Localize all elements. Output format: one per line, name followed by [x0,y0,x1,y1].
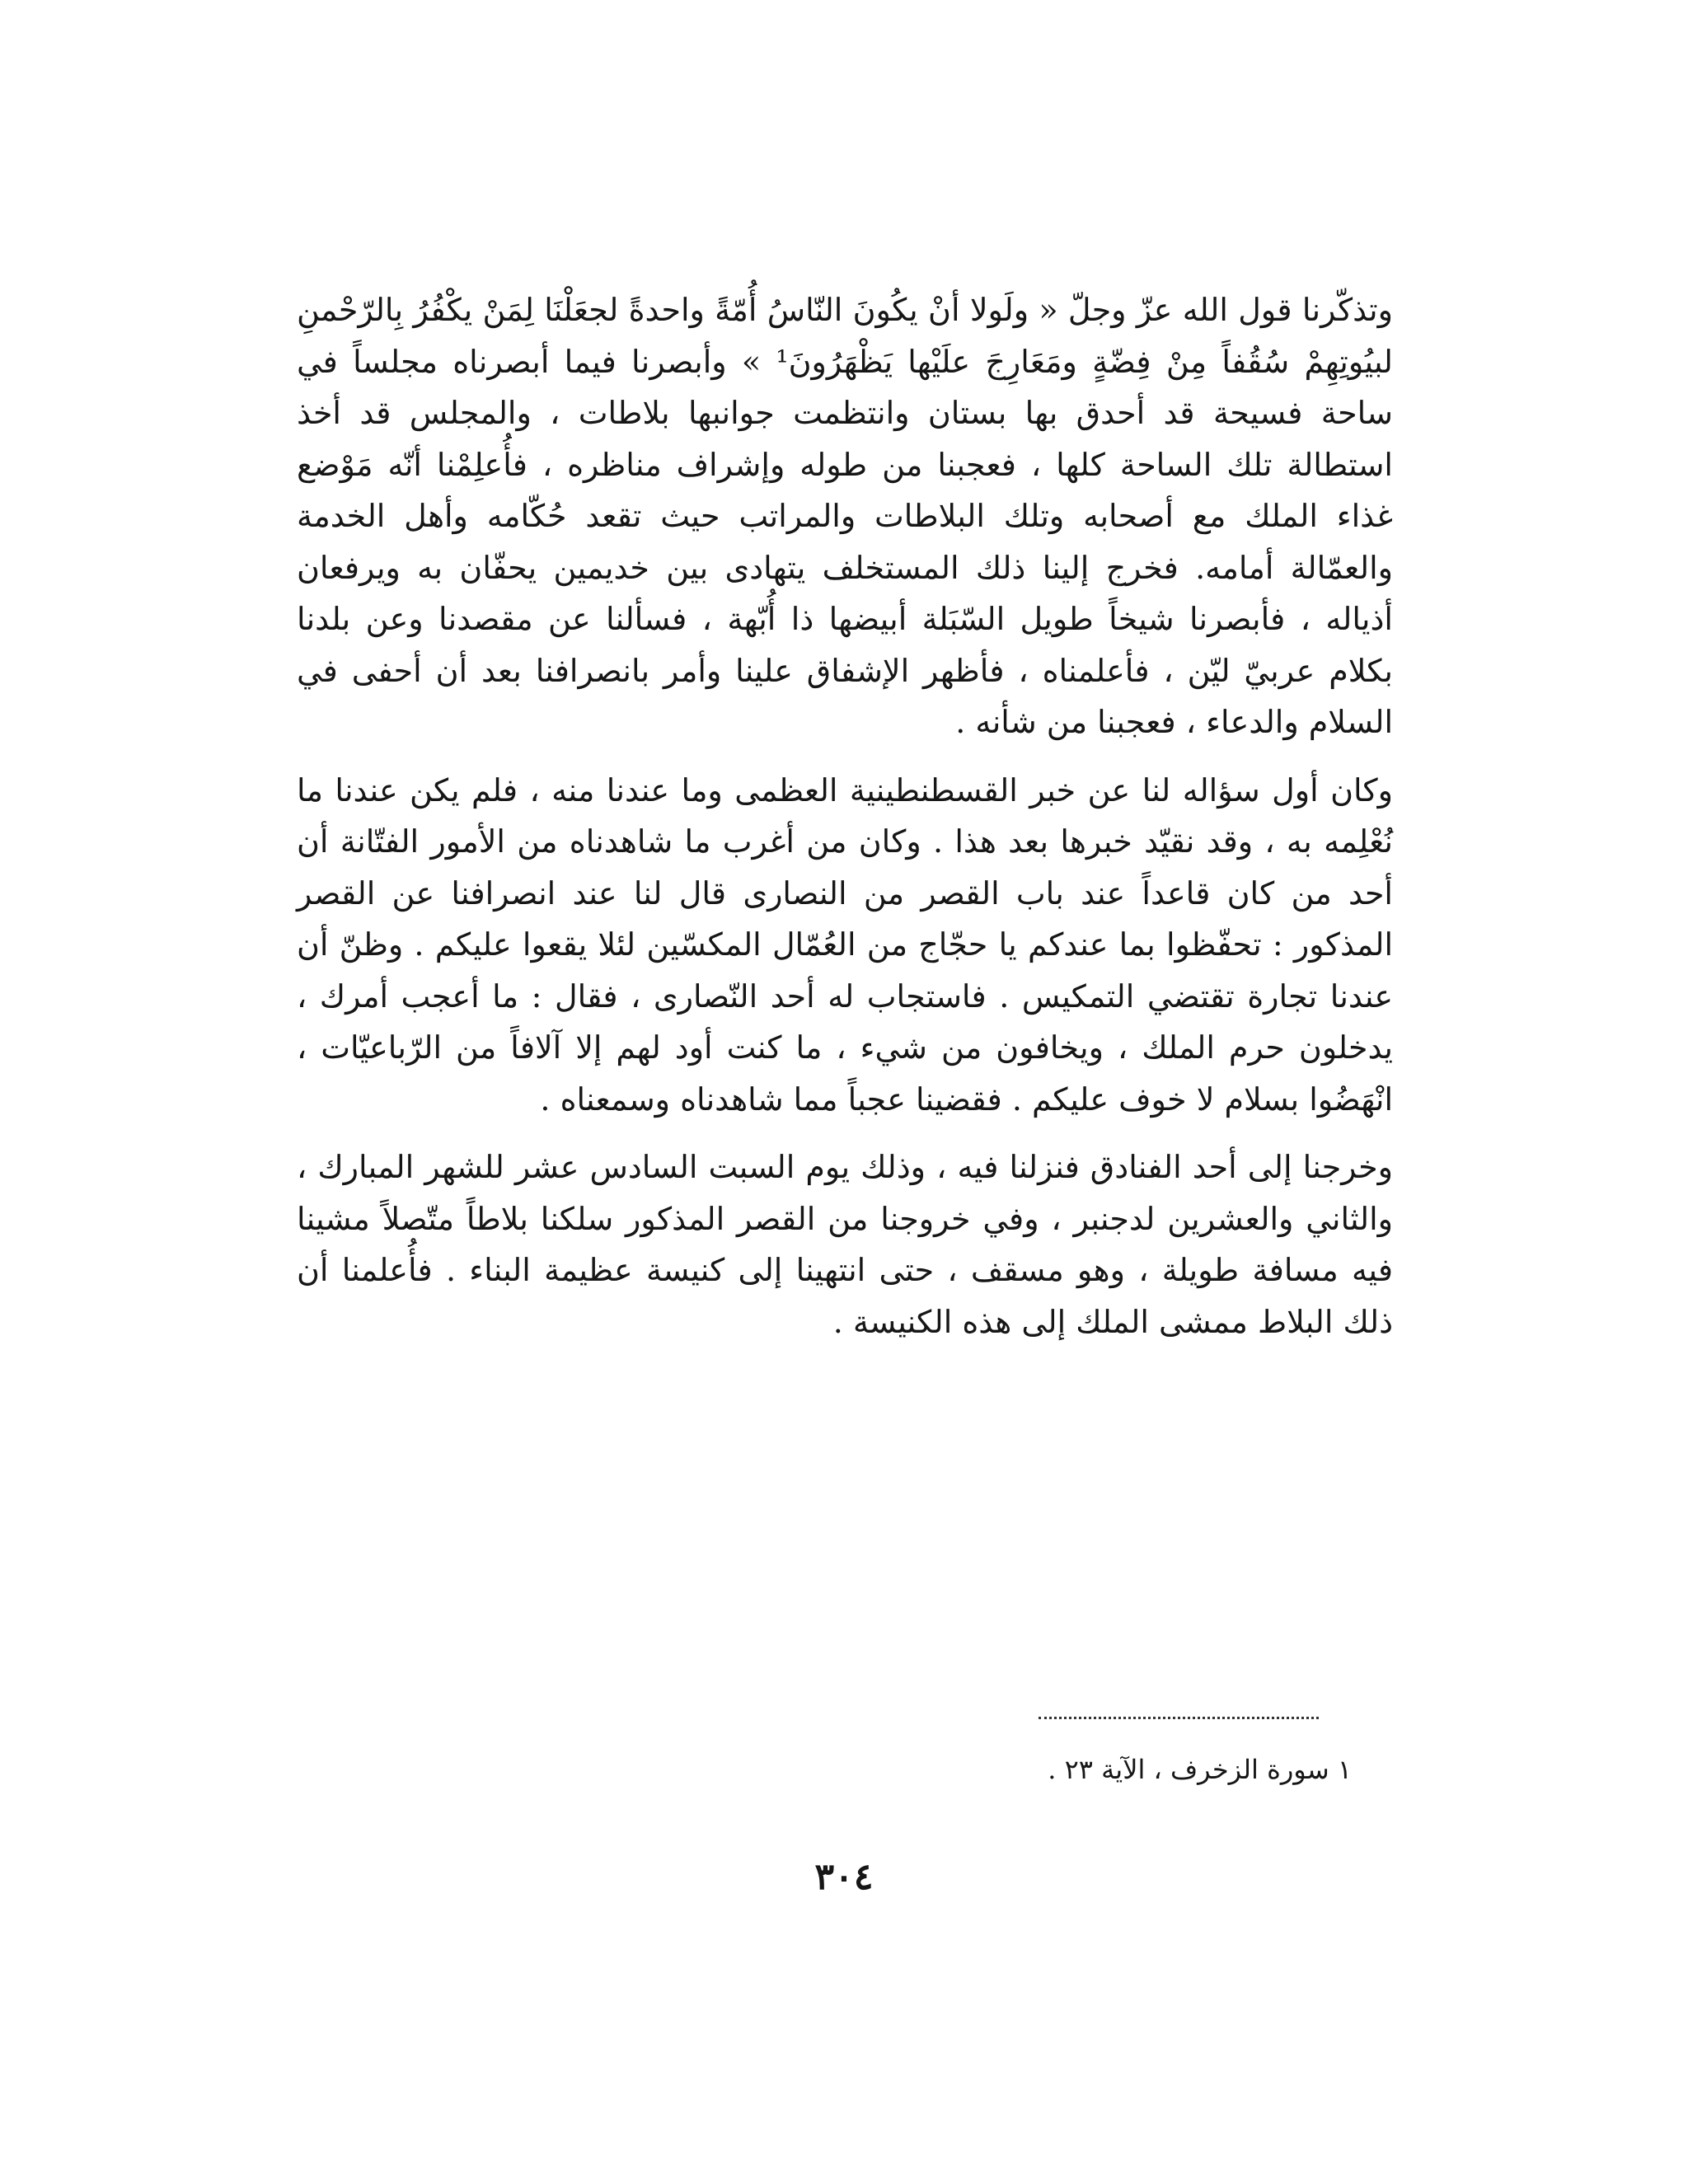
body-paragraph-1: وتذكّرنا قول الله عزّ وجلّ « ولَولا أنْ يكُونَ النّاسُ أُمّةً واحدةً لجعَلْنَا لِمَنْ يكْفُرُ بِالرّحْمنِ لبيُوتِهِمْ سُقُفاً مِنْ فِضّةٍ ومَعَارِجَ علَيْها يَظْهَرُونَ¹ » وأبصرنا فيما أبصرناه مجلساً في ساحة فسيحة قد أحدق بها بستان وانتظمت جوانبها بلاطات ، والمجلس قد أخذ استطالة تلك الساحة كلها ، فعجبنا من طوله وإشراف مناظره ، فأُعلِمْنا أنّه مَوْضع غذاء الملك مع أصحابه وتلك البلاطات والمراتب حيث تقعد حُكّامه وأهل الخدمة والعمّالة أمامه. فخرج إلينا ذلك المستخلف يتهادى بين خديمين يحفّان به ويرفعان أذياله ، فأبصرنا شيخاً طويل السّبَلة أبيضها ذا أُبّهة ، فسألنا عن مقصدنا وعن بلدنا بكلام عربيّ ليّن ، فأعلمناه ، فأظهر الإشفاق علينا وأمر بانصرافنا بعد أن أحفى في السلام والدعاء ، فعجبنا من شأنه . [297,292,1393,740]
body-paragraph-2: وكان أول سؤاله لنا عن خبر القسطنطينية العظمى وما عندنا منه ، فلم يكن عندنا ما نُعْلِمه به ، وقد نقيّد خبرها بعد هذا . وكان من أغرب ما شاهدناه من الأمور الفتّانة أن أحد من كان قاعداً عند باب القصر من النصارى قال لنا عند انصرافنا عن القصر المذكور : تحفّظوا بما عندكم يا حجّاج من العُمّال المكسّين لئلا يقعوا عليكم . وظنّ أن عندنا تجارة تقتضي التمكيس . فاستجاب له أحد النّصارى ، فقال : ما أعجب أمرك ، يدخلون حرم الملك ، ويخافون من شيء ، ما كنت أود لهم إلا آلافاً من الرّباعيّات ، انْهَضُوا بسلام لا خوف عليكم . فقضينا عجباً مما شاهدناه وسمعناه . [297,771,1393,1118]
footnote-separator [1039,1717,1319,1719]
footnote: ١ سورة الزخرف ، الآية ٢٣ . [1048,1754,1352,1785]
page-body [297,284,1393,1347]
body-paragraph-3: وخرجنا إلى أحد الفنادق فنزلنا فيه ، وذلك يوم السبت السادس عشر للشهر المبارك ، والثاني والعشرين لدجنبر ، وفي خروجنا من القصر المذكور سلكنا بلاطاً متّصلاً مشينا فيه مسافة طويلة ، وهو مسقف ، حتى انتهينا إلى كنيسة عظيمة البناء . فأُعلمنا أن ذلك البلاط ممشى الملك إلى هذه الكنيسة . [297,1149,1393,1340]
page-number: ٣٠٤ [814,1856,874,1898]
